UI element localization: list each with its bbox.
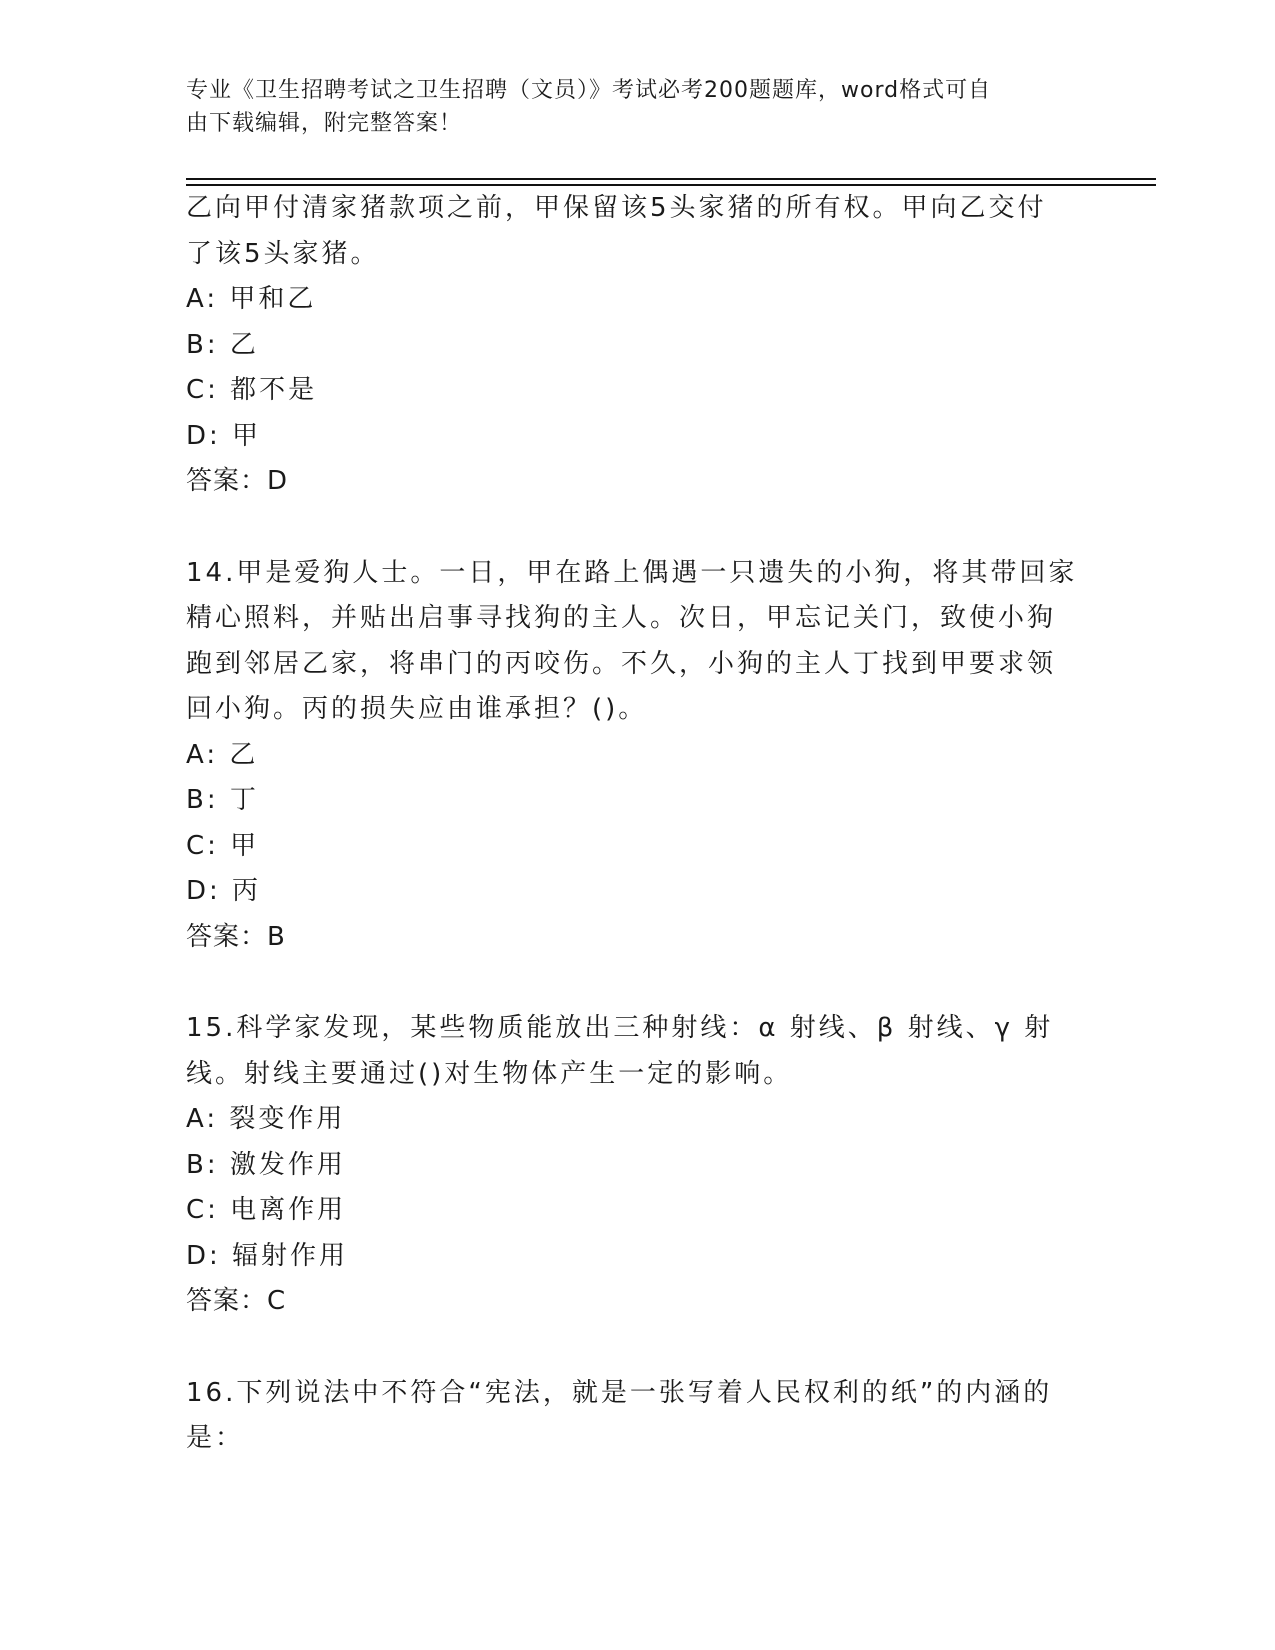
question-14-text-line-3: 跑到邻居乙家，将串门的丙咬伤。不久，小狗的主人丁找到甲要求领 [186,648,1057,679]
question-spacer [186,505,1086,551]
question-14-text-line-4: 回小狗。丙的损失应由谁承担？()。 [186,694,648,724]
question-spacer [186,1325,1086,1371]
question-13-text-line-2: 了该5头家猪。 [186,238,380,269]
question-16-text-line-2: 是： [186,1423,245,1453]
question-16-text-line-1: 16.下列说法中不符合“宪法，就是一张写着人民权利的纸”的内涵的 [186,1377,1053,1408]
question-15-option-d: D: 辐射作用 [186,1240,349,1271]
question-14-option-b: B: 丁 [186,785,259,815]
question-14-option-d: D: 丙 [186,876,262,906]
question-13-text-line-1: 乙向甲付清家猪款项之前，甲保留该5头家猪的所有权。甲向乙交付 [186,193,1047,223]
header-line-1: 专业《卫生招聘考试之卫生招聘（文员）》考试必考200题题库，word格式可自 [186,78,992,103]
question-15-option-c: C: 电离作用 [186,1195,347,1225]
document-header [186,74,1086,140]
header-line-2: 由下载编辑，附完整答案！ [186,111,463,136]
question-13-option-d: D: 甲 [186,420,262,451]
question-14-text-line-1: 14.甲是爱狗人士。一日，甲在路上偶遇一只遗失的小狗，将其带回家 [186,557,1078,588]
question-spacer [186,960,1086,1006]
question-13-option-c: C: 都不是 [186,375,318,405]
question-14 [186,551,1086,961]
question-14-text-line-2: 精心照料，并贴出启事寻找狗的主人。次日，甲忘记关门，致使小狗 [186,603,1057,633]
question-13-option-a: A: 甲和乙 [186,284,317,314]
question-15-text-line-2: 线。射线主要通过()对生物体产生一定的影响。 [186,1058,793,1089]
question-13-option-b: B: 乙 [186,329,259,360]
question-13-answer: 答案：D [186,466,289,496]
question-list [186,186,1086,1462]
question-14-option-a: A: 乙 [186,739,259,770]
question-15-option-b: B: 激发作用 [186,1149,346,1180]
question-16 [186,1371,1086,1462]
question-13 [186,186,1086,505]
question-15-option-a: A: 裂变作用 [186,1104,346,1134]
question-15 [186,1006,1086,1325]
question-15-text-line-1: 15.科学家发现，某些物质能放出三种射线：α 射线、β 射线、γ 射 [186,1013,1054,1043]
question-14-option-c: C: 甲 [186,830,260,861]
header-divider-top [186,178,1156,180]
question-15-answer: 答案：C [186,1286,287,1316]
question-14-answer: 答案：B [186,921,286,952]
